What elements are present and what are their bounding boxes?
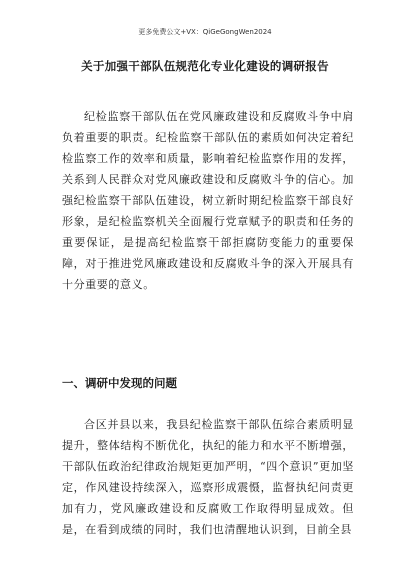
header-note: 更多免费公文+VX：QiGeGongWen2024 <box>138 28 272 36</box>
body-paragraph: 纪检监察干部队伍在党风廉政建设和反腐败斗争中肩负着重要的职责。纪检监察干部队伍的素质如何决定着纪检监察工作的效率和质量，影响着纪检监察作用的发挥，关系到人民群众对党风廉政建设和反腐败斗争的信心。加强纪检监察干部队伍建设，树立新时期纪检监察干部良好形象，是纪检监察机关全面履行党章赋予的职责和任务的重要保证，是提高纪检监察干部拒腐防变能力的重要保障，对于推进党风廉政建设和反腐败斗争的深入开展具有十分重要的意义。 <box>62 110 354 291</box>
section-heading: 一、调研中发现的问题 <box>62 376 177 390</box>
body-paragraph: 合区并县以来，我县纪检监察干部队伍综合素质明显提升，整体结构不断优化，执纪的能力和水平不断增强，干部队伍政治纪律政治规矩更加严明，“四个意识”更加坚定，作风建设持续深入，巡察形成震慑，监督执纪问责更加有力，党风廉政建设和反腐败工作取得明显成效。但是，在看到成绩的同时，我们也清醒地认识到，目前全县 <box>62 418 354 536</box>
document-title: 关于加强干部队伍规范化专业化建设的调研报告 <box>81 59 329 73</box>
